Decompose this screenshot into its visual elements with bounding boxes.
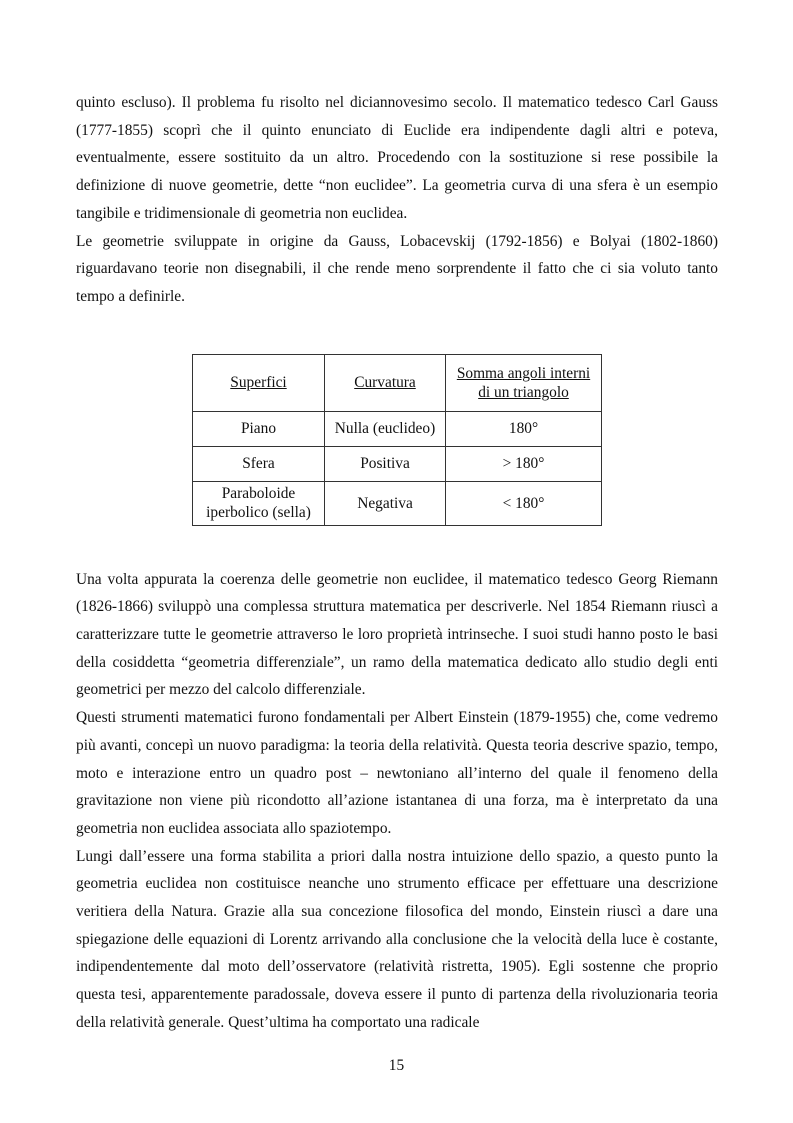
table-row: [193, 446, 602, 481]
body-text-continued: [76, 566, 718, 1037]
paragraph-lobacevskij-bolyai: Le geometrie sviluppate in origine da Gauss, Lobacevskij (1792-1856) e Bolyai (1802-1860) riguardavano teorie non disegnabili, il che rende meno sorprendente il fatto che ci sia voluto tanto tempo a definirle.: [76, 232, 718, 305]
page-number: 15: [388, 1057, 405, 1074]
header-curvatura: Curvatura: [325, 354, 446, 411]
paragraph-euclidean-critique: Lungi dall’essere una forma stabilita a priori dalla nostra intuizione dello spazio, a questo punto la geometria euclidea non costituisce neanche uno strumento efficace per effettuare una descrizione veritiera della Natura. Grazie alla sua concezione filosofica del mondo, Einstein riuscì a dare una spiegazione delle equazioni di Lorentz arrivando alla conclusione che la velocità della luce è costante, indipendentemente dal moto dell’osservatore (relatività ristretta, 1905). Egli sostenne che proprio questa tesi, apparentemente paradossale, doveva essere il punto di partenza della rivoluzionaria teoria della relatività generale. Quest’ultima ha comportato una radicale: [76, 847, 718, 1031]
header-somma-angoli: Somma angoli interni di un triangolo: [446, 354, 602, 411]
table-cell: Piano: [193, 411, 325, 446]
table-cell: > 180°: [446, 446, 602, 481]
table-cell: Nulla (euclideo): [325, 411, 446, 446]
page-body: [76, 89, 718, 1037]
paragraph-einstein: Questi strumenti matematici furono fondamentali per Albert Einstein (1879-1955) che, come vedremo più avanti, concepì un nuovo paradigma: la teoria della relatività. Questa teoria descrive spazio, tempo, moto e interazione entro un quadro post – newtoniano all’interno del quale il fenomeno della gravitazione non viene più ricondotto all’azione istantanea di una forza, ma è interpretato da una geometria non euclidea associata allo spaziotempo.: [76, 709, 718, 837]
table-cell: Paraboloide iperbolico (sella): [193, 481, 325, 525]
table-cell: Positiva: [325, 446, 446, 481]
table-row: [193, 411, 602, 446]
table-cell: 180°: [446, 411, 602, 446]
table-cell: Sfera: [193, 446, 325, 481]
paragraph-gauss: quinto escluso). Il problema fu risolto nel diciannovesimo secolo. Il matematico tedesco Carl Gauss (1777-1855) scoprì che il quinto enunciato di Euclide era indipendente dagli altri e poteva, eventualmente, essere sostituito da un altro. Procedendo con la sostituzione si rese possibile la definizione di nuove geometrie, dette “non euclidee”. La geometria curva di una sfera è un esempio tangibile e tridimensionale di geometria non euclidea.: [76, 94, 718, 222]
curvature-table: [192, 354, 602, 526]
table-cell: Negativa: [325, 481, 446, 525]
header-superfici: Superfici: [193, 354, 325, 411]
paragraph-riemann: Una volta appurata la coerenza delle geometrie non euclidee, il matematico tedesco Georg Riemann (1826-1866) sviluppò una complessa struttura matematica per descriverle. Nel 1854 Riemann riuscì a caratterizzare tutte le geometrie attraverso le loro proprietà intrinseche. I suoi studi hanno posto le basi della cosiddetta “geometria differenziale”, un ramo della matematica dedicato allo studio degli enti geometrici per mezzo del calcolo differenziale.: [76, 570, 718, 699]
table-row: [193, 481, 602, 525]
table-header-row: [193, 354, 602, 411]
curvature-table-wrapper: [192, 354, 718, 526]
table-cell: < 180°: [446, 481, 602, 525]
